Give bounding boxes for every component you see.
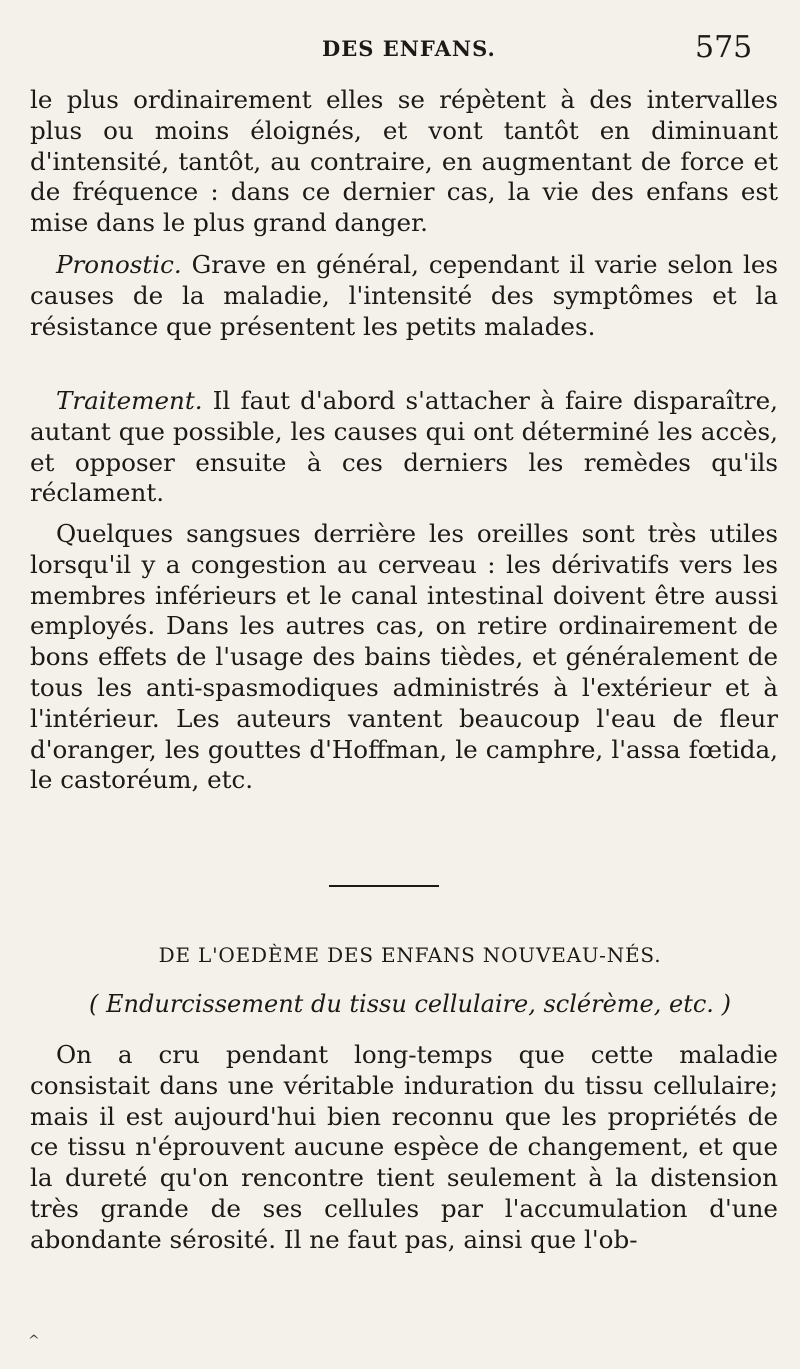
section-subtitle: ( Endurcissement du tissu cellulaire, sclérème, etc. ) — [89, 990, 731, 1018]
page-number: 575 — [695, 30, 753, 65]
paragraph-text: Grave en général, cependant il varie selon les causes de la maladie, l'intensité des symptômes et la résistance que présentent les petits malades. — [30, 250, 778, 341]
paragraph-treatment-details — [30, 519, 778, 796]
pronostic-heading: Pronostic. — [56, 250, 182, 279]
paragraph-traitement — [30, 386, 778, 509]
traitement-heading: Traitement. — [56, 386, 203, 415]
paragraph-continuation — [30, 85, 778, 239]
paragraph-text: On a cru pendant long-temps que cette maladie consistait dans une véritable induration du tissu cellulaire; mais il est aujourd'hui bien reconnu que les propriétés de ce tissu n'éprouvent aucune espèce de changement, et que la dureté qu'on rencontre tient seulement à la distension très grande de ses cellules par l'accumulation d'une abondante sérosité. Il ne faut pas, ainsi que l'ob- — [30, 1040, 778, 1254]
paragraph-text: le plus ordinairement elles se répètent à des intervalles plus ou moins éloignés, et vont tantôt en diminuant d'intensité, tantôt, au contraire, en augmentant de force et de fréquence : dans ce dernier cas, la vie des enfans est mise dans le plus grand danger. — [30, 85, 778, 238]
section-title: DE L'OEDÈME DES ENFANS NOUVEAU-NÉS. — [158, 943, 662, 967]
section-divider — [329, 885, 439, 887]
section-paragraph — [30, 1040, 778, 1256]
paragraph-pronostic — [30, 250, 778, 342]
running-head: DES ENFANS. — [322, 36, 496, 61]
paragraph-text: Quelques sangsues derrière les oreilles sont très utiles lorsqu'il y a congestion au cerveau : les dérivatifs vers les membres inférieurs et le canal intestinal doivent être aussi employés. Dans les autres cas, on retire ordinairement de bons effets de l'usage des bains tièdes, et généralement de tous les anti-spasmodiques administrés à l'extérieur et à l'intérieur. Les auteurs vantent beaucoup l'eau de fleur d'oranger, les gouttes d'Hoffman, le camphre, l'assa fœtida, le castoréum, etc. — [30, 519, 778, 795]
paragraph-text: Il faut d'abord s'attacher à faire disparaître, autant que possible, les causes qui ont déterminé les accès, et opposer ensuite à ces derniers les remèdes qu'ils réclament. — [30, 386, 778, 508]
page-mark: ^ — [28, 1333, 40, 1349]
